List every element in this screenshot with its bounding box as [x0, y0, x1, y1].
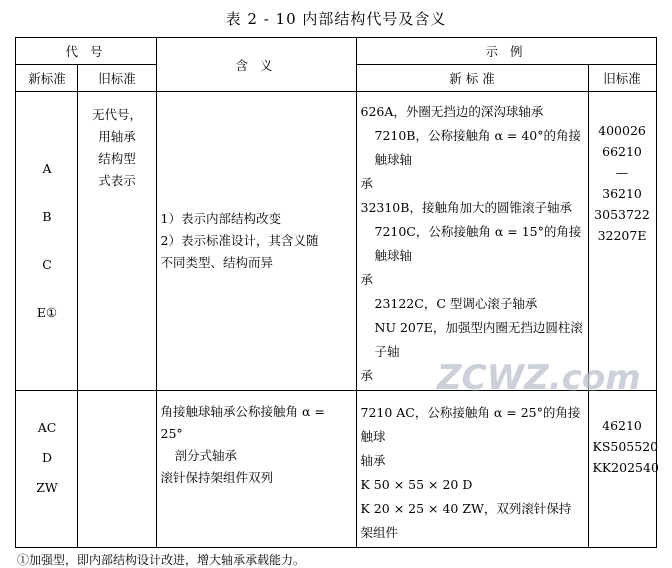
- row1-code-old-line1: 无代号，: [91, 107, 142, 122]
- row1-example-line3: 承: [360, 176, 374, 191]
- row1-meaning: [156, 92, 356, 391]
- row2-oldstd-line2: KS505520: [592, 439, 659, 454]
- table-title: 表 2 - 10 内部结构代号及含义: [225, 10, 447, 28]
- row1-meaning-line1: 1）表示内部结构改变: [160, 211, 281, 226]
- header-example: 示 例: [356, 38, 656, 65]
- row1-oldstd-line6: 32207E: [597, 228, 647, 243]
- row2-example-line4: K 20 × 25 × 40 ZW，双列滚针保持架组件: [360, 501, 572, 540]
- row1-meaning-line2: 2）表示标准设计，其含义随: [160, 233, 319, 248]
- row1-code-new: [16, 92, 78, 391]
- structure-code-table: [15, 37, 659, 548]
- header-old-standard: 旧标准: [78, 65, 156, 92]
- row2-meaning-line3: 剖分式轴承: [174, 448, 238, 463]
- row1-meaning-line3: 不同类型、结构而异: [160, 255, 274, 270]
- row1-example-line6: 承: [360, 272, 374, 287]
- row1-example-line5: 7210C，公称接触角 α = 15°的角接触球轴: [374, 224, 582, 263]
- row2-meaning-line1: 角接触球轴承公称接触角 α =: [160, 404, 325, 419]
- row1-example-line7: 23122C，C 型调心滚子轴承: [374, 296, 538, 311]
- row1-old-standard: [588, 92, 656, 391]
- row1-example-line8: NU 207E，加强型内圈无挡边圆柱滚子轴: [374, 320, 583, 359]
- table-group-header-row: [16, 38, 656, 65]
- row1-oldstd-line2: 66210: [602, 144, 642, 159]
- row1-examples: [356, 92, 588, 391]
- row2-code-new: [16, 391, 78, 548]
- row1-oldstd-line5: 3053722: [594, 207, 650, 222]
- row1-oldstd-line1: 400026: [598, 123, 646, 138]
- code-ac: AC: [37, 420, 57, 435]
- row1-code-old-line3: 结构型: [98, 151, 136, 166]
- row1-oldstd-line4: 36210: [602, 186, 642, 201]
- table-footnote: ①加强型，即内部结构设计改进，增大轴承承载能力。: [17, 553, 306, 567]
- code-d: D: [41, 450, 52, 465]
- code-e: E①: [36, 305, 58, 320]
- row2-example-line2: 轴承: [360, 453, 386, 468]
- header-new-standard: 新标准: [16, 65, 78, 92]
- row2-oldstd-line3: KK202540: [592, 460, 659, 475]
- row1-example-line1: 626A，外圈无挡边的深沟球轴承: [360, 104, 544, 119]
- row1-example-line2: 7210B，公称接触角 α = 40°的角接触球轴: [374, 128, 581, 167]
- row2-meaning-line4: 滚针保持架组件双列: [160, 470, 274, 485]
- header-code: 代 号: [16, 38, 156, 65]
- row2-meaning-line2: 25°: [160, 426, 183, 441]
- code-b: B: [42, 209, 52, 224]
- table-row: [16, 391, 656, 548]
- row1-example-line4: 32310B，接触角加大的圆锥滚子轴承: [360, 200, 572, 215]
- row2-code-old: [78, 391, 156, 548]
- row2-examples: [356, 391, 588, 548]
- code-zw: ZW: [36, 480, 58, 495]
- row1-code-old-line4: 式表示: [98, 173, 136, 188]
- row1-example-line9: 承: [360, 368, 374, 383]
- row1-oldstd-line3: —: [615, 165, 629, 180]
- watermark-zcwz: ZCWZ.com: [437, 358, 641, 398]
- row2-oldstd-line1: 46210: [602, 418, 642, 433]
- row2-example-line3: K 50 × 55 × 20 D: [360, 477, 473, 492]
- row1-code-old: [78, 92, 156, 391]
- row2-meaning: [156, 391, 356, 548]
- table-row: [16, 92, 656, 391]
- code-c: C: [42, 257, 52, 272]
- header-example-old-standard: 旧标准: [588, 65, 656, 92]
- code-a: A: [42, 161, 52, 176]
- row1-code-old-line2: 用轴承: [98, 129, 136, 144]
- header-example-new-standard: 新 标 准: [356, 65, 588, 92]
- row2-old-standard: [588, 391, 659, 548]
- row2-example-line1: 7210 AC，公称接触角 α = 25°的角接触球: [360, 405, 581, 444]
- header-meaning: 含 义: [156, 38, 356, 92]
